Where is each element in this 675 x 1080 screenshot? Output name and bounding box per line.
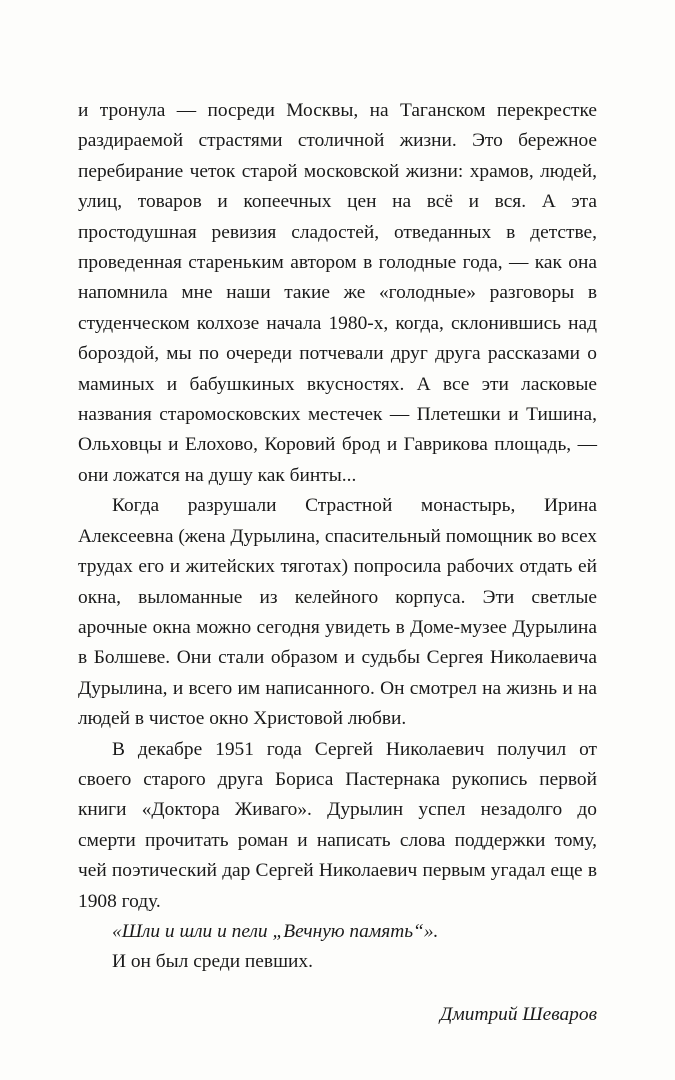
- body-text: [78, 96, 597, 978]
- paragraph-4-quote: «Шли и шли и пели „Вечную память“».: [112, 920, 439, 942]
- paragraph-5: И он был среди певших.: [112, 951, 313, 973]
- paragraph-3: В декабре 1951 года Сергей Николаевич получил от своего старого друга Бориса Пастернака рукопись первой книги «Доктора Живаго». Дурылин успел незадолго до смерти прочитать роман и написать слова поддержки тому, чей поэтический дар Сергей Николаевич первым угадал еще в 1908 году.: [78, 738, 597, 912]
- paragraph-1: и тронула — посреди Москвы, на Таганском перекрестке раздираемой страстями столичной жизни. Это бережное перебирание четок старой московской жизни: храмов, людей, улиц, товаров и копеечных цен на всё и вся. А эта простодушная ревизия сладостей, отведанных в детстве, проведенная стареньким автором в голодные года, — как она напомнила мне наши такие же «голодные» разговоры в студенческом колхозе начала 1980-х, когда, склонившись над бороздой, мы по очереди потчевали друг друга рассказами о маминых и бабушкиных вкусностях. А все эти ласковые названия старомосковских местечек — Плетешки и Тишина, Ольховцы и Елохово, Коровий брод и Гаврикова площадь, — они ложатся на душу как бинты...: [78, 100, 597, 486]
- author-signature: Дмитрий Шеваров: [440, 1003, 597, 1025]
- paragraph-2: Когда разрушали Страстной монастырь, Ирина Алексеевна (жена Дурылина, спасительный помощник во всех трудах его и житейских тяготах) попросила рабочих отдать ей окна, выломанные из келейного корпуса. Эти светлые арочные окна можно сегодня увидеть в Доме-музее Дурылина в Болшеве. Они стали образом и судьбы Сергея Николаевича Дурылина, и всего им написанного. Он смотрел на жизнь и на людей в чистое окно Христовой любви.: [78, 495, 597, 730]
